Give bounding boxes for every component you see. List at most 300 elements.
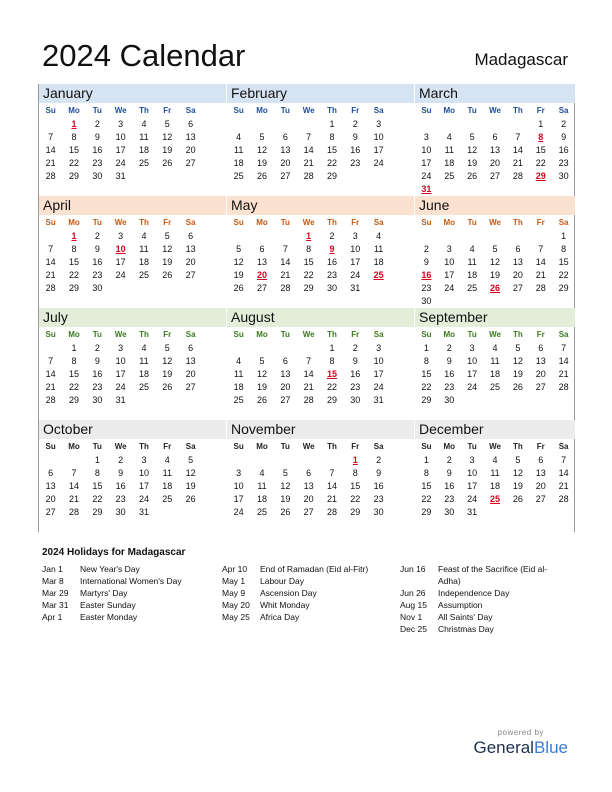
day-cell: 22 [326,382,337,392]
day-cell: 22 [303,270,314,280]
weekday-label: Fr [536,330,545,339]
empty-cell [274,342,297,355]
day-cell: 8 [423,356,429,366]
day-cell: 20 [256,270,267,280]
weekday-label: We [302,442,315,451]
day-cell: 19 [233,270,244,280]
week-row [415,157,575,170]
week-row [227,131,414,144]
day-cell: 12 [256,145,267,155]
empty-cell [438,118,461,131]
empty-cell [62,454,85,467]
day-cell: 28 [326,507,337,517]
day-cell: 28 [512,171,523,181]
week-row [227,454,414,467]
day-cell: 16 [115,481,126,491]
empty-cell [461,394,484,407]
day-cell: 8 [538,132,544,142]
weekday-label: Su [421,218,432,227]
day-cell: 26 [512,382,523,392]
day-cell: 9 [446,468,452,478]
day-cell: 16 [92,145,103,155]
day-cell: 7 [282,244,288,254]
day-cell: 15 [350,481,361,491]
day-cell: 25 [256,507,267,517]
weekday-label: Fr [351,106,360,115]
month-name: July [39,308,226,327]
day-cell: 2 [352,343,358,353]
brand-name-general: General [473,738,534,757]
day-cell: 27 [512,283,523,293]
holiday-item [222,587,397,599]
day-cell: 22 [68,270,79,280]
weekday-label: Fr [163,330,172,339]
day-cell: 21 [558,481,569,491]
empty-cell [552,295,575,308]
weekday-label: Sa [185,218,196,227]
holiday-name: End of Ramadan (Eid al-Fitr) [260,564,369,574]
empty-cell [132,170,155,183]
day-cell: 17 [115,145,126,155]
empty-cell [156,282,179,295]
day-cell: 14 [512,145,523,155]
day-cell: 13 [185,132,196,142]
weekday-label: Sa [373,330,384,339]
week-row [39,493,226,506]
week-row [415,295,575,308]
weekday-label: Su [45,330,56,339]
day-cell: 11 [139,356,149,366]
day-cell: 28 [45,395,56,405]
weekday-label: Sa [373,218,384,227]
week-row [227,467,414,480]
day-cell: 21 [535,270,546,280]
day-cell: 2 [446,455,452,465]
weekday-header [415,328,575,342]
page-title: 2024 Calendar [42,38,246,73]
day-cell: 11 [233,145,244,155]
day-cell: 27 [185,158,196,168]
day-cell: 18 [233,382,244,392]
day-cell: 8 [71,244,77,254]
quarter-row [38,84,575,196]
day-cell: 29 [535,171,546,181]
day-cell: 20 [280,382,291,392]
month-name: January [39,84,226,103]
day-cell: 6 [492,132,498,142]
day-cell: 5 [492,244,498,254]
day-cell: 12 [512,356,523,366]
empty-cell [506,183,529,196]
day-cell: 14 [558,468,569,478]
weekday-label: Su [233,106,244,115]
day-cell: 26 [162,382,173,392]
empty-cell [438,230,461,243]
day-cell: 11 [233,369,244,379]
week-row [39,118,226,131]
weekday-label: Mo [443,330,456,339]
day-cell: 29 [558,283,569,293]
day-cell: 11 [467,257,477,267]
day-cell: 27 [280,395,291,405]
day-cell: 19 [490,270,501,280]
day-cell: 15 [68,257,79,267]
holiday-date: Aug 15 [400,600,427,610]
day-cell: 18 [490,369,501,379]
day-cell: 9 [446,356,452,366]
powered-by-text: powered by [497,728,544,737]
day-cell: 16 [350,145,361,155]
day-cell: 3 [118,119,124,129]
week-row [227,394,414,407]
week-row [227,243,414,256]
day-cell: 24 [115,382,126,392]
holiday-date: Jan 1 [42,564,63,574]
weekday-label: Th [512,218,523,227]
day-cell: 13 [303,481,314,491]
holiday-name: Whit Monday [260,600,310,610]
day-cell: 6 [306,468,312,478]
day-cell: 4 [259,468,265,478]
day-cell: 11 [490,468,500,478]
weekday-header [39,104,226,118]
day-cell: 22 [68,158,79,168]
weekday-label: Su [45,218,56,227]
weekday-label: Tu [467,218,477,227]
day-cell: 3 [376,343,382,353]
day-cell: 29 [421,395,432,405]
day-cell: 17 [115,369,126,379]
day-cell: 23 [92,382,103,392]
day-cell: 9 [561,132,567,142]
week-row [415,183,575,196]
day-cell: 14 [68,481,79,491]
week-row [39,368,226,381]
day-cell: 23 [350,158,361,168]
day-cell: 28 [535,283,546,293]
day-cell: 30 [444,507,455,517]
day-cell: 24 [115,270,126,280]
day-cell: 25 [233,395,244,405]
empty-cell [461,118,484,131]
day-cell: 11 [444,145,454,155]
day-cell: 5 [515,343,521,353]
week-row [415,118,575,131]
empty-cell [529,295,552,308]
day-cell: 29 [350,507,361,517]
weekday-header [227,328,414,342]
day-cell: 12 [512,468,523,478]
empty-cell [506,118,529,131]
day-cell: 6 [188,343,194,353]
holiday-name: Ascension Day [260,588,317,598]
empty-cell [484,230,507,243]
empty-cell [506,394,529,407]
empty-cell [39,342,62,355]
empty-cell [484,183,507,196]
empty-cell [250,454,273,467]
weekday-label: Tu [467,330,477,339]
holiday-item [222,563,397,575]
week-row [39,131,226,144]
holiday-item [400,599,560,611]
day-cell: 8 [71,356,77,366]
holiday-name: Assumption [438,600,483,610]
empty-cell [250,342,273,355]
day-cell: 10 [467,356,478,366]
week-row [415,506,575,519]
day-cell: 9 [118,468,124,478]
weekday-header [227,440,414,454]
holiday-date: Apr 10 [222,564,248,574]
empty-cell [156,394,179,407]
weekday-label: Th [139,218,149,227]
weekday-label: Su [421,106,432,115]
holiday-date: Dec 25 [400,624,427,634]
day-cell: 23 [350,382,361,392]
weekday-label: Mo [256,218,268,227]
week-row [415,394,575,407]
day-cell: 15 [68,369,79,379]
weekday-label: Mo [256,106,268,115]
day-cell: 28 [558,494,569,504]
holiday-name: Independence Day [438,588,510,598]
day-cell: 31 [138,507,149,517]
day-cell: 5 [282,468,288,478]
day-cell: 29 [421,507,432,517]
day-cell: 1 [423,343,429,353]
day-cell: 21 [68,494,79,504]
day-cell: 7 [306,356,312,366]
brand-name-blue: Blue [533,738,568,757]
week-row [227,230,414,243]
day-cell: 1 [94,455,100,465]
day-cell: 8 [94,468,100,478]
weekday-header [227,216,414,230]
day-cell: 27 [45,507,56,517]
weekday-label: Th [139,442,149,451]
day-cell: 2 [352,119,358,129]
day-cell: 28 [68,507,79,517]
month-june [415,196,575,308]
day-cell: 3 [118,343,124,353]
holiday-column [222,563,397,623]
month-name: November [227,420,414,439]
day-cell: 27 [535,382,546,392]
day-cell: 14 [45,369,56,379]
day-cell: 1 [71,119,77,129]
day-cell: 4 [141,119,147,129]
day-cell: 7 [48,132,54,142]
day-cell: 13 [535,356,546,366]
month-march [415,84,575,196]
empty-cell [552,394,575,407]
day-cell: 3 [423,132,429,142]
day-cell: 16 [421,270,432,280]
holiday-date: May 25 [222,612,250,622]
day-cell: 2 [423,244,429,254]
empty-cell [109,282,132,295]
day-cell: 26 [280,507,291,517]
holiday-item [42,563,217,575]
empty-cell [250,230,273,243]
weekday-label: Th [512,442,523,451]
day-cell: 16 [558,145,569,155]
day-cell: 29 [68,171,79,181]
day-cell: 12 [256,369,267,379]
day-cell: 5 [164,119,170,129]
day-cell: 8 [329,132,335,142]
day-cell: 23 [558,158,569,168]
empty-cell [179,170,202,183]
month-name: June [415,196,575,215]
week-row [415,131,575,144]
empty-cell [320,454,343,467]
month-january [39,84,226,196]
weekday-label: Th [327,218,337,227]
quarter-row [38,420,575,532]
weekday-label: Sa [373,106,384,115]
holiday-item [42,599,217,611]
day-cell: 26 [185,494,196,504]
day-cell: 3 [469,455,475,465]
day-cell: 31 [467,507,478,517]
day-cell: 2 [94,119,100,129]
empty-cell [297,454,320,467]
week-row [39,144,226,157]
holiday-name: Christmas Day [438,624,494,634]
day-cell: 12 [185,468,196,478]
day-cell: 10 [444,257,455,267]
weekday-label: Sa [558,330,569,339]
holiday-date: Mar 31 [42,600,69,610]
day-cell: 26 [256,171,267,181]
holiday-column [42,563,217,623]
day-cell: 26 [512,494,523,504]
holiday-name: Labour Day [260,576,304,586]
week-row [39,269,226,282]
holiday-name: Martyrs' Day [80,588,128,598]
month-april [39,196,226,308]
month-name: April [39,196,226,215]
day-cell: 15 [558,257,569,267]
day-cell: 26 [256,395,267,405]
empty-cell [274,118,297,131]
weekday-label: Th [139,330,149,339]
weekday-label: We [489,330,501,339]
week-row [415,381,575,394]
day-cell: 16 [350,369,361,379]
weekday-label: Tu [280,330,290,339]
empty-cell [179,282,202,295]
empty-cell [438,183,461,196]
day-cell: 9 [329,244,335,254]
day-cell: 5 [164,231,170,241]
weekday-label: Th [327,106,337,115]
weekday-label: Mo [68,330,80,339]
day-cell: 19 [256,382,267,392]
empty-cell [227,118,250,131]
week-row [227,256,414,269]
day-cell: 14 [303,145,314,155]
month-name: September [415,308,575,327]
day-cell: 12 [490,257,501,267]
day-cell: 30 [350,395,361,405]
day-cell: 31 [115,171,126,181]
day-cell: 1 [71,231,77,241]
day-cell: 7 [71,468,77,478]
day-cell: 25 [233,171,244,181]
week-row [415,170,575,183]
weekday-label: We [489,442,501,451]
day-cell: 27 [490,171,501,181]
day-cell: 5 [259,132,265,142]
day-cell: 4 [141,343,147,353]
day-cell: 8 [352,468,358,478]
brand-logo [473,728,568,758]
week-row [39,170,226,183]
week-row [39,157,226,170]
day-cell: 24 [373,158,384,168]
holiday-date: Apr 1 [42,612,63,622]
week-row [415,467,575,480]
day-cell: 7 [561,455,567,465]
day-cell: 6 [538,343,544,353]
day-cell: 8 [561,244,567,254]
day-cell: 17 [373,145,384,155]
day-cell: 4 [236,356,242,366]
day-cell: 7 [48,356,54,366]
day-cell: 12 [233,257,244,267]
empty-cell [552,506,575,519]
empty-cell [250,118,273,131]
holiday-name: Easter Sunday [80,600,136,610]
empty-cell [484,118,507,131]
day-cell: 20 [535,369,546,379]
holiday-item [400,587,560,599]
weekday-header [415,216,575,230]
day-cell: 7 [538,244,544,254]
week-row [415,269,575,282]
day-cell: 1 [306,231,312,241]
day-cell: 20 [185,145,196,155]
day-cell: 23 [92,270,103,280]
holiday-list-title: 2024 Holidays for Madagascar [42,547,186,558]
day-cell: 25 [162,494,173,504]
day-cell: 15 [92,481,103,491]
weekday-label: We [114,106,127,115]
day-cell: 15 [326,145,337,155]
week-row [39,394,226,407]
day-cell: 19 [467,158,478,168]
day-cell: 24 [467,494,478,504]
day-cell: 1 [352,455,358,465]
weekday-label: Th [512,330,523,339]
weekday-label: We [302,106,315,115]
week-row [227,381,414,394]
week-row [415,144,575,157]
day-cell: 15 [303,257,314,267]
day-cell: 3 [469,343,475,353]
holiday-name: International Women's Day [80,576,182,586]
day-cell: 10 [115,244,126,254]
day-cell: 4 [469,244,475,254]
day-cell: 8 [423,468,429,478]
day-cell: 28 [558,382,569,392]
day-cell: 29 [326,395,337,405]
day-cell: 13 [490,145,501,155]
weekday-label: Sa [185,330,196,339]
